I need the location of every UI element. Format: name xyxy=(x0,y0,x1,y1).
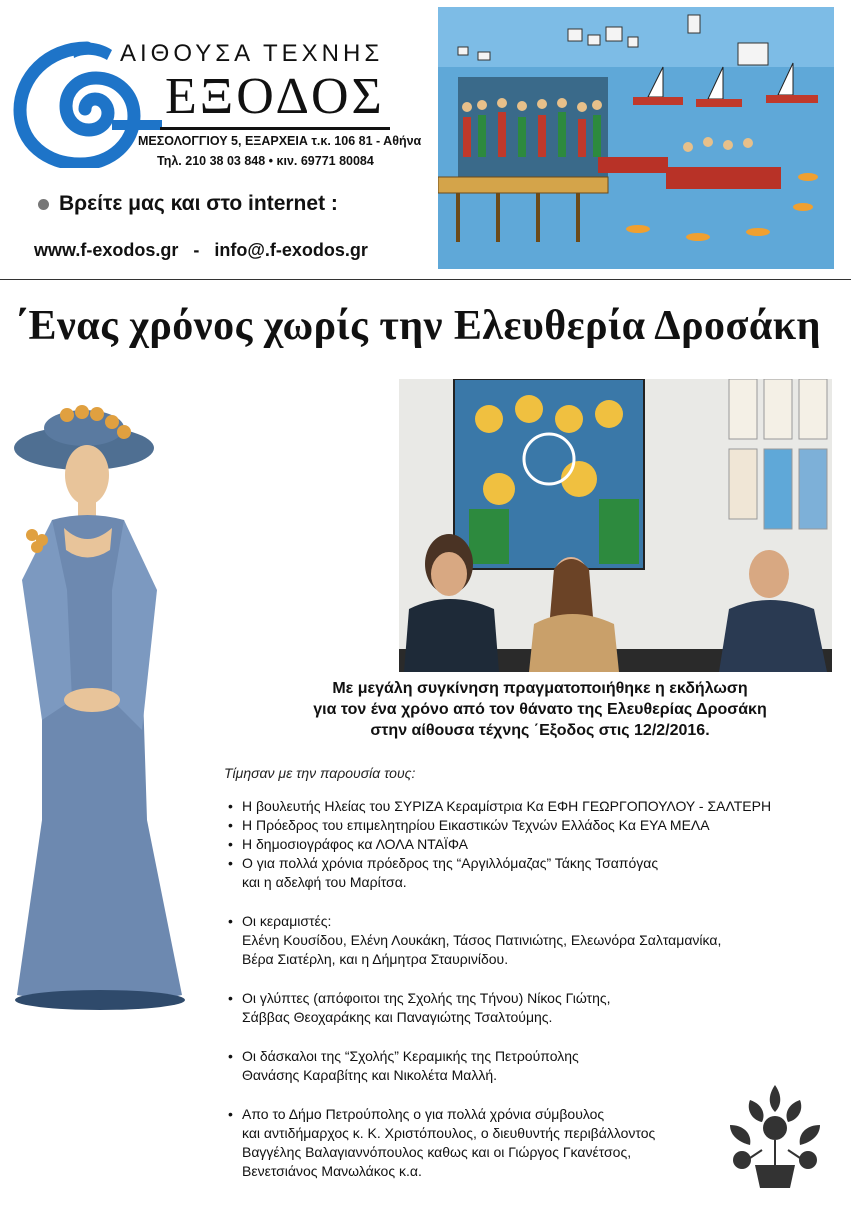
list-item: • Η βουλευτής Ηλείας του ΣΥΡΙΖΑ Κεραμίστρια Κα ΕΦΗ ΓΕΩΡΓΟΠΟΥΛΟΥ - ΣΑΛΤΕΡΗ xyxy=(228,798,772,814)
harbor-painting xyxy=(438,7,834,269)
list-item: • Οι κεραμιστές: Ελένη Κουσίδου, Ελένη Λουκάκη, Τάσος Πατινιώτης, Ελεωνόρα Σαλταμανίκα, Βέρα Σιατέρλη, και η Δήμητρα Σταυρινίδου. xyxy=(228,913,722,967)
event-caption xyxy=(260,678,820,741)
header-divider xyxy=(0,279,851,280)
find-us-line xyxy=(38,192,338,216)
find-us-text: Βρείτε μας και στο internet : xyxy=(59,192,338,215)
list-item: • Απο το Δήμο Πετρούπολης ο για πολλά χρόνια σύμβουλος και αντιδήμαρχος κ. Κ. Χριστόπουλος, ο διευθυντής περιβάλλοντος Βαγγέλης Βαλαγιαννόπουλος καθως και οι Γιώργος Γκανέτσος, Βενετσιάνος Μανωλάκος κ.α. xyxy=(228,1106,656,1179)
list-item: • Οι γλύπτες (απόφοιτοι της Σχολής της Τήνου) Νίκος Γιώτης, Σάββας Θεοχαράκης και Παναγιώτης Τσαλτούμης. xyxy=(228,990,611,1025)
ceramic-figurine-image xyxy=(12,400,192,1020)
caption-line-3: στην αίθουσα τέχνης ΄Εξοδος στις 12/2/2016. xyxy=(370,722,710,739)
list-item: • Ο για πολλά χρόνια πρόεδρος της “Αργιλλόμαζας” Τάκης Τσαπόγας και η αδελφή του Μαρίτσα. xyxy=(228,855,659,890)
headline: ΄Ενας χρόνος χωρίς την Ελευθερία Δροσάκη xyxy=(14,303,822,349)
gallery-label: ΑΙΘΟΥΣΑ ΤΕΧΝΗΣ xyxy=(120,40,384,67)
gallery-name: ΕΞΟΔΟΣ xyxy=(165,68,385,125)
event-photo xyxy=(399,379,832,672)
caption-line-2: για τον ένα χρόνο από τον θάνατο της Ελευθερίας Δροσάκη xyxy=(313,701,767,718)
address: ΜΕΣΟΛΟΓΓΙΟΥ 5, ΕΞΑΡΧΕΙΑ τ.κ. 106 81 - Αθήνα xyxy=(138,134,422,148)
bullet-icon xyxy=(38,199,49,210)
honored-intro: Τίμησαν με την παρουσία τους: xyxy=(224,765,416,781)
list-item: • Οι δάσκαλοι της “Σχολής” Κεραμικής της Πετρούπολης Θανάσης Καραβίτης και Νικολέτα Μαλλή. xyxy=(228,1048,579,1083)
web-links[interactable]: www.f-exodos.gr - info@.f-exodos.gr xyxy=(34,240,368,260)
name-underline xyxy=(160,127,390,130)
list-item: • Η δημοσιογράφος κα ΛΟΛΑ ΝΤΑΪΦΑ xyxy=(228,836,469,852)
floral-ornament-icon xyxy=(720,1080,830,1192)
list-item: • Η Πρόεδρος του επιμελητηρίου Εικαστικών Τεχνών Ελλάδος Κα ΕΥΑ ΜΕΛΑ xyxy=(228,817,710,833)
caption-line-1: Με μεγάλη συγκίνηση πραγματοποιήθηκε η εκδήλωση xyxy=(332,680,748,697)
phone-numbers: Τηλ. 210 38 03 848 • κιν. 69771 80084 xyxy=(157,154,374,168)
